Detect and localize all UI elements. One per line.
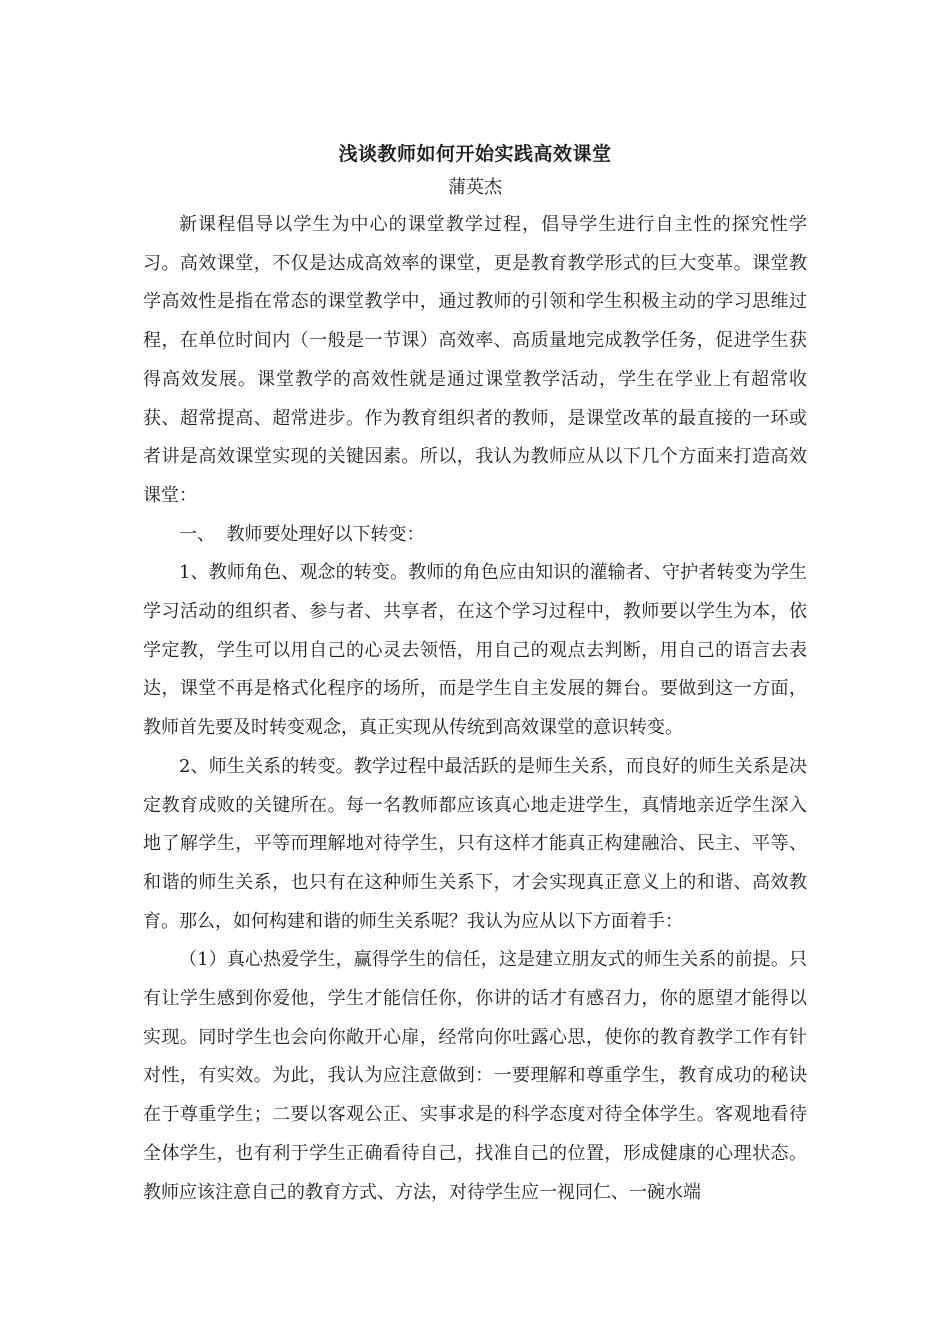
document-page: [143, 138, 807, 1212]
paragraph-teacher-role: 1、教师角色、观念的转变。教师的角色应由知识的灌输者、守护者转变为学生学习活动的组织者、参与者、共享者，在这个学习过程中，教师要以学生为本，依学定教，学生可以用自己的心灵去领悟，用自己的观点去判断，用自己的语言去表达，课堂不再是格式化程序的场所，而是学生自主发展的舞台。要做到这一方面，教师首先要及时转变观念，真正实现从传统到高效课堂的意识转变。: [143, 562, 807, 739]
paragraph-love-students: （1）真心热爱学生，赢得学生的信任，这是建立朋友式的师生关系的前提。只有让学生感到你爱他，学生才能信任你，你讲的话才有感召力，你的愿望才能得以实现。同时学生也会向你敞开心扉，经常向你吐露心思，使你的教育教学工作有针对性，有实效。为此，我认为应注意做到：一要理解和尊重学生，教育成功的秘诀在于尊重学生；二要以客观公正、实事求是的科学态度对待全体学生。客观地看待全体学生，也有利于学生正确看待自己，找准自己的位置，形成健康的心理状态。 教师应该注意自己的教育方式、方法，对待学生应一视同仁、一碗水端: [143, 949, 807, 1203]
paragraph-teacher-student-relation: 2、师生关系的转变。教学过程中最活跃的是师生关系，而良好的师生关系是决定教育成败的关键所在。每一名教师都应该真心地走进学生，真情地亲近学生深入地了解学生，平等而理解地对待学生，只有这样才能真正构建融洽、民主、平等、和谐的师生关系，也只有在这种师生关系下，才会实现真正意义上的和谐、高效教育。那么，如何构建和谐的师生关系呢？我认为应从以下方面着手：: [143, 755, 807, 932]
paragraph-intro: 新课程倡导以学生为中心的课堂教学过程，倡导学生进行自主性的探究性学习。高效课堂，不仅是达成高效率的课堂，更是教育教学形式的巨大变革。课堂教学高效性是指在常态的课堂教学中，通过教师的引领和学生积极主动的学习思维过程，在单位时间内（一般是一节课）高效率、高质量地完成教学任务，促进学生获得高效发展。课堂教学的高效性就是通过课堂教学活动，学生在学业上有超常收获、超常提高、超常进步。作为教育组织者的教师，是课堂改革的最直接的一环或者讲是高效课堂实现的关键因素。所以，我认为教师应从以下几个方面来打造高效课堂：: [143, 214, 807, 506]
document-author: 蒲英杰: [448, 177, 502, 198]
section-heading-1: 一、 教师要处理好以下转变：: [179, 523, 425, 545]
document-title: 浅谈教师如何开始实践高效课堂: [338, 143, 612, 165]
